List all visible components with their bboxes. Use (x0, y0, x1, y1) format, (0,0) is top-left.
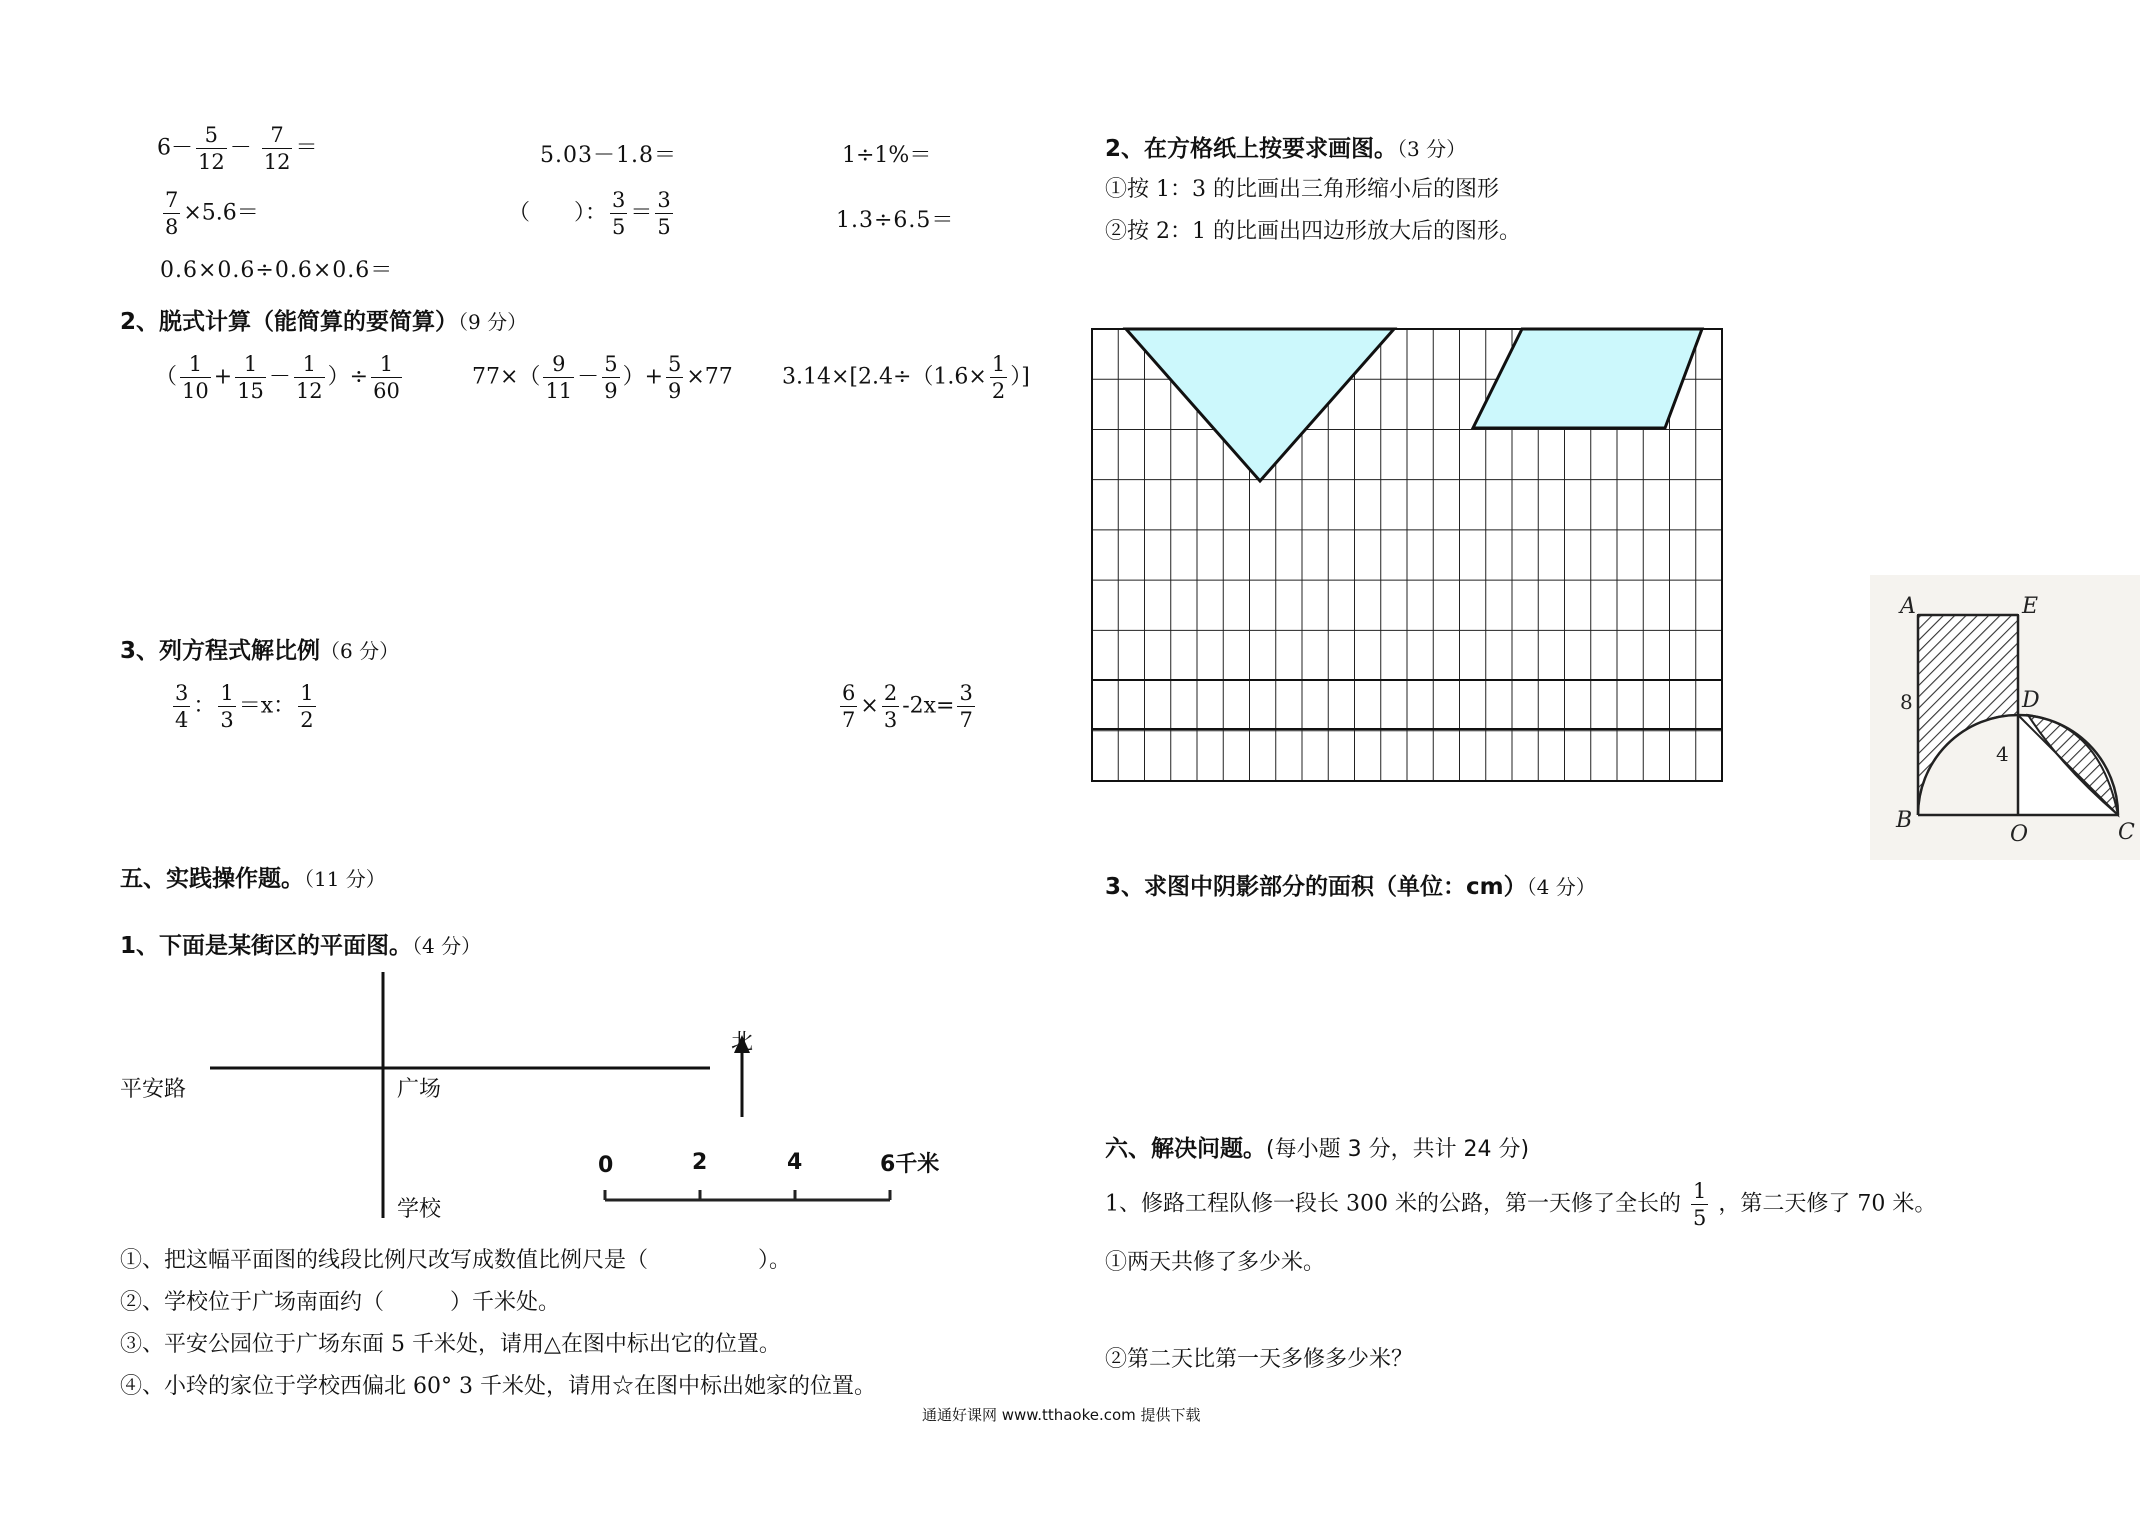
grid-task-line-1: ①按 1：3 的比画出三角形缩小后的图形 (1105, 177, 1499, 202)
label-e: E (2022, 594, 2039, 619)
fraction: $\frac{1}{12}$ (295, 352, 323, 404)
fraction: $\frac{2}{3}$ (883, 681, 898, 733)
label-c: C (2118, 820, 2135, 845)
north-label: 北 (731, 1030, 754, 1055)
sec2-title: 2、脱式计算（能简算的要简算）（9 分） (120, 309, 528, 335)
label-b: B (1896, 808, 1913, 833)
scale-label-6km: 6千米 (880, 1152, 940, 1177)
sec3-eq1: $\frac{3}{4}$ ： $\frac{1}{3}$ ＝x： $\frac{1}{2}$ (175, 681, 314, 733)
oral-q1: 6－ $\frac{5}{12}$ － $\frac{7}{12}$ ＝ (157, 123, 318, 175)
map-question-2: ②、学校位于广场南面约（ ）千米处。 (120, 1290, 561, 1315)
sec5-title: 五、实践操作题。（11 分） (120, 866, 386, 892)
sec2-expr2: 77×（ $\frac{9}{11}$ － $\frac{5}{9}$ ）+ $\frac{5}{9}$ ×77 (472, 352, 733, 404)
fraction: $\frac{5}{12}$ (198, 123, 225, 175)
fraction: $\frac{6}{7}$ (842, 681, 856, 733)
map-question-3: ③、平安公园位于广场东面 5 千米处，请用△在图中标出它的位置。 (120, 1332, 781, 1357)
map-question-1: ①、把这幅平面图的线段比例尺改写成数值比例尺是（ ）。 (120, 1248, 792, 1273)
school-label: 学校 (397, 1197, 442, 1222)
fraction: $\frac{3}{4}$ (175, 681, 189, 733)
sec2-expr3: 3.14×[2.4÷（1.6× $\frac{1}{2}$ ）] (782, 352, 1030, 404)
fraction: $\frac{1}{15}$ (237, 352, 264, 404)
shade-task-title: 3、求图中阴影部分的面积（单位：cm）（4 分） (1105, 874, 1596, 900)
sec3-eq2: $\frac{6}{7}$ × $\frac{2}{3}$ -2x= $\frac{3}{7}$ (842, 681, 973, 733)
fraction: $\frac{5}{9}$ (604, 352, 618, 404)
label-d: D (2022, 688, 2040, 713)
grid-task-line-2: ②按 2：1 的比画出四边形放大后的图形。 (1105, 219, 1521, 244)
grid-task-title: 2、在方格纸上按要求画图。（3 分） (1105, 136, 1467, 162)
scale-label-4: 4 (787, 1150, 803, 1175)
oral-q2: 5.03－1.8＝ (540, 143, 677, 168)
fraction: $\frac{5}{9}$ (668, 352, 682, 404)
label-o: O (2010, 822, 2029, 847)
oral-q7: 0.6×0.6÷0.6×0.6＝ (160, 258, 394, 283)
scale-label-0: 0 (598, 1153, 614, 1178)
sec6-q1: ①两天共修了多少米。 (1105, 1250, 1326, 1275)
label-8: 8 (1900, 690, 1913, 714)
sec3-title: 3、列方程式解比例（6 分） (120, 638, 400, 664)
oral-q5: （ ）： $\frac{3}{5}$ ＝ $\frac{3}{5}$ (508, 188, 671, 240)
fraction: $\frac{1}{2}$ (991, 352, 1006, 404)
label-4: 4 (1996, 742, 2009, 766)
sec6-problem-1: 1、修路工程队修一段长 300 米的公路，第一天修了全长的 $\frac{1}{5}$ ，第二天修了 70 米。 (1105, 1179, 1937, 1231)
sec6-q2: ②第二天比第一天多修多少米？ (1105, 1347, 1414, 1372)
oral-q6: 1.3÷6.5＝ (836, 208, 955, 233)
oral-q4: $\frac{7}{8}$ ×5.6＝ (165, 188, 259, 240)
fraction: $\frac{3}{5}$ (612, 188, 626, 240)
street-map (110, 965, 1010, 1230)
fraction: $\frac{7}{12}$ (263, 123, 291, 175)
fraction: $\frac{7}{8}$ (165, 188, 179, 240)
parallelogram-shape (1473, 329, 1702, 428)
fraction: $\frac{9}{11}$ (545, 352, 573, 404)
fraction: $\frac{3}{7}$ (959, 681, 973, 733)
triangle-shape (1126, 329, 1394, 481)
label-a: A (1900, 594, 1916, 619)
map-title: 1、下面是某街区的平面图。（4 分） (120, 933, 482, 959)
road-label: 平安路 (120, 1077, 187, 1102)
fraction: $\frac{1}{3}$ (220, 681, 234, 733)
footer: 通通好课网 www.tthaoke.com 提供下载 (922, 1406, 1201, 1424)
fraction: $\frac{1}{60}$ (373, 352, 400, 404)
fraction: $\frac{3}{5}$ (657, 188, 671, 240)
square-label: 广场 (397, 1077, 442, 1102)
oral-q3: 1÷1%＝ (842, 143, 932, 168)
scale-label-2: 2 (692, 1150, 708, 1175)
map-question-4: ④、小玲的家位于学校西偏北 60° 3 千米处，请用☆在图中标出她家的位置。 (120, 1374, 876, 1399)
sec6-title: 六、解决问题。(每小题 3 分，共计 24 分) (1105, 1136, 1530, 1162)
fraction: $\frac{1}{2}$ (300, 681, 314, 733)
sec2-expr1: （ $\frac{1}{10}$ + $\frac{1}{15}$ － $\frac{1}{12}$ ）÷ $\frac{1}{60}$ (155, 352, 400, 404)
fraction: $\frac{1}{5}$ (1692, 1179, 1707, 1231)
fraction: $\frac{1}{10}$ (182, 352, 209, 404)
shaded-area-figure (1870, 575, 2140, 860)
grid-paper (1090, 326, 1724, 783)
